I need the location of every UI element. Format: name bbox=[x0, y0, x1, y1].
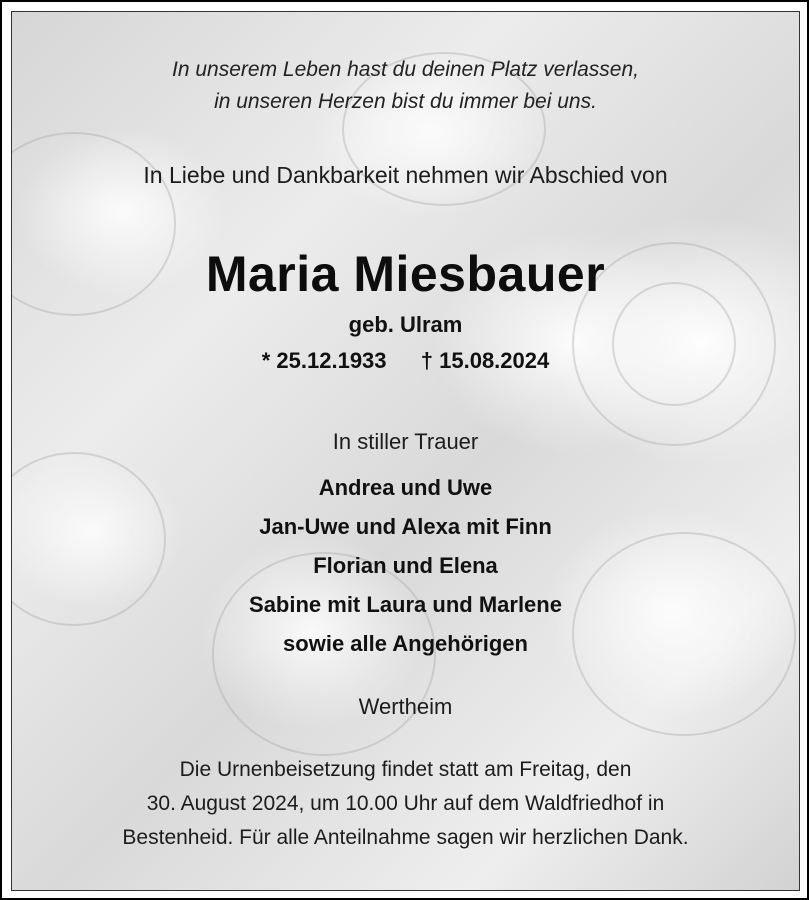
obituary-text bbox=[12, 12, 799, 890]
birth-date: * 25.12.1933 bbox=[261, 348, 387, 373]
burial-notice-line-2: 30. August 2024, um 10.00 Uhr auf dem Waldfriedhof in bbox=[146, 792, 665, 815]
mourning-heading: In stiller Trauer bbox=[332, 429, 479, 454]
life-dates bbox=[12, 348, 799, 374]
deceased-name: Maria Miesbauer bbox=[205, 246, 606, 302]
intro-text: In Liebe und Dankbarkeit nehmen wir Abschied von bbox=[143, 162, 668, 188]
death-date: † 15.08.2024 bbox=[420, 348, 550, 373]
mourner-line: Sabine mit Laura und Marlene bbox=[249, 592, 562, 617]
quote-line-1: In unserem Leben hast du deinen Platz verlassen, bbox=[172, 58, 639, 81]
mourner-line: Florian und Elena bbox=[313, 553, 498, 578]
rose-background bbox=[11, 11, 800, 891]
maiden-name: geb. Ulram bbox=[348, 312, 463, 337]
mourner-line: sowie alle Angehörigen bbox=[283, 631, 528, 656]
mourner-line: Jan-Uwe und Alexa mit Finn bbox=[259, 514, 552, 539]
place: Wertheim bbox=[358, 694, 453, 719]
burial-notice-line-1: Die Urnenbeisetzung findet statt am Freitag, den bbox=[179, 758, 632, 781]
quote-line-2: in unseren Herzen bist du immer bei uns. bbox=[214, 90, 597, 113]
mourner-line: Andrea und Uwe bbox=[318, 475, 493, 500]
burial-notice-line-3: Bestenheid. Für alle Anteilnahme sagen wir herzlichen Dank. bbox=[122, 826, 689, 849]
